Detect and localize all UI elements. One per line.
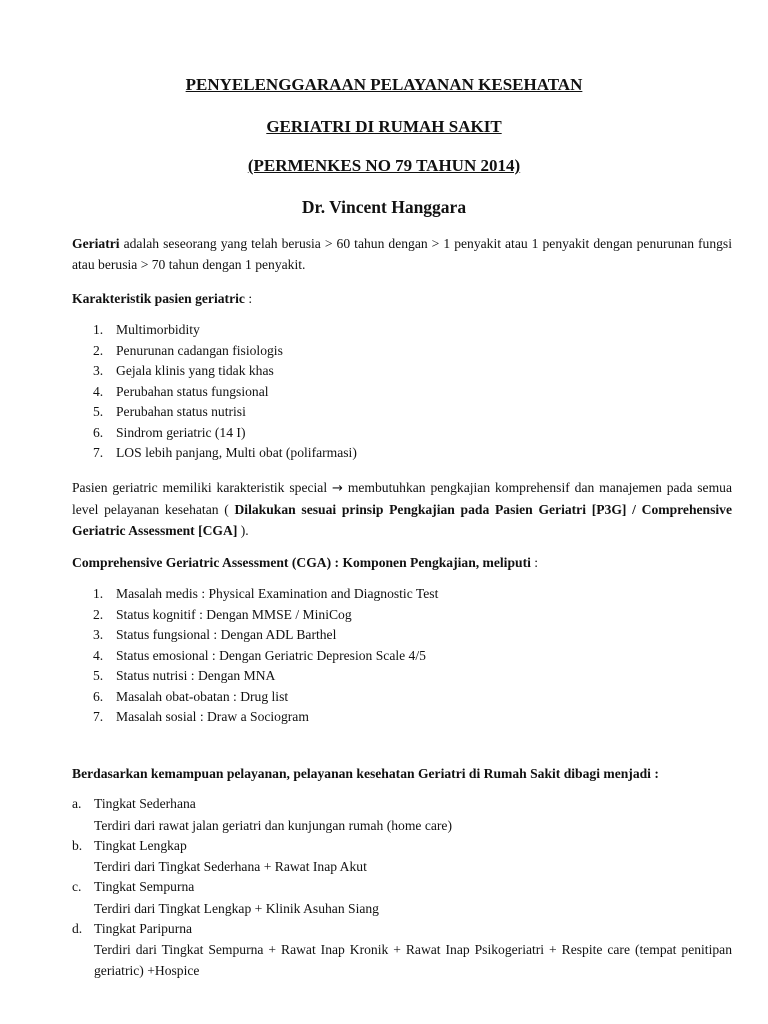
list-number: 1. (93, 322, 104, 337)
level-description: Terdiri dari Tingkat Sempurna + Rawat Inap Kronik + Rawat Inap Psikogeriatri + Respite care (tempat penitipan geriatric) +Hospice (94, 942, 732, 978)
list-text: Masalah sosial : Draw a Sociogram (116, 709, 309, 724)
cga-heading-text: Comprehensive Geriatric Assessment (CGA) : Komponen Pengkajian, meliputi (72, 555, 531, 570)
characteristics-heading-suffix: : (244, 291, 253, 306)
level-description: Terdiri dari Tingkat Lengkap + Klinik Asuhan Siang (94, 900, 379, 916)
list-number: 6. (93, 688, 104, 704)
level-label: Tingkat Sempurna (94, 879, 195, 894)
levels-heading (72, 763, 742, 784)
list-text: Perubahan status nutrisi (116, 404, 246, 419)
level-description: Terdiri dari Tingkat Sederhana + Rawat Inap Akut (94, 859, 367, 874)
list-item (72, 919, 732, 982)
list-text: Status kognitif : Dengan MMSE / MiniCog (116, 606, 352, 622)
level-label: Tingkat Sederhana (94, 796, 196, 811)
list-item (72, 625, 732, 646)
author-name: Dr. Vincent Hanggara (301, 197, 467, 217)
list-item (72, 666, 732, 687)
list-item (72, 361, 732, 382)
level-label: Tingkat Lengkap (94, 837, 187, 853)
list-text: Perubahan status fungsional (116, 383, 269, 399)
list-text: Status fungsional : Dengan ADL Barthel (116, 627, 337, 642)
list-item (72, 707, 732, 728)
list-text: Masalah obat-obatan : Drug list (116, 688, 289, 704)
list-number: 7. (93, 709, 104, 724)
list-item (72, 794, 732, 836)
list-number: 2. (93, 342, 104, 358)
list-text: LOS lebih panjang, Multi obat (polifarmasi) (116, 445, 357, 460)
p3g-bold-text: Dilakukan sesuai prinsip Pengkajian pada Pasien Geriatri [P3G] / Comprehensive Geriatric Assessment [CGA] (72, 502, 732, 538)
characteristics-heading (72, 288, 742, 309)
list-number: 4. (93, 647, 104, 663)
level-label: Tingkat Paripurna (94, 920, 193, 936)
p3g-text-end: ). (237, 523, 249, 538)
level-description: Terdiri dari rawat jalan geriatri dan kunjungan rumah (home care) (94, 817, 452, 833)
list-text: Multimorbidity (116, 322, 200, 337)
p3g-text-before: Pasien geriatric memiliki karakteristik special (72, 480, 333, 495)
cga-heading (72, 552, 742, 573)
list-item (72, 320, 732, 341)
levels-list (72, 794, 732, 981)
title-line-3: (PERMENKES NO 79 TAHUN 2014) (247, 156, 521, 175)
list-number: 4. (93, 383, 104, 399)
list-letter: c. (72, 879, 82, 894)
list-number: 5. (93, 404, 104, 419)
definition-paragraph (72, 233, 732, 275)
list-text: Penurunan cadangan fisiologis (116, 342, 283, 358)
list-text: Gejala klinis yang tidak khas (116, 363, 274, 378)
p3g-text-after: membutuhkan pengkajian komprehensif dan manajemen pada semua level pelayanan kesehatan ( (72, 480, 732, 517)
list-number: 1. (93, 586, 104, 601)
list-text: Status emosional : Dengan Geriatric Depresion Scale 4/5 (116, 647, 426, 663)
cga-heading-suffix: : (530, 555, 539, 570)
right-arrow-icon: → (332, 481, 343, 496)
list-number: 7. (93, 445, 104, 460)
list-item (72, 341, 732, 362)
list-text: Sindrom geriatric (14 I) (116, 424, 246, 440)
list-item (72, 402, 732, 423)
list-item (72, 423, 732, 444)
list-number: 2. (93, 606, 104, 622)
list-text: Status nutrisi : Dengan MNA (116, 668, 276, 683)
list-number: 3. (93, 363, 104, 378)
list-item (72, 443, 732, 464)
title-line-1: PENYELENGGARAAN PELAYANAN KESEHATAN (185, 75, 583, 94)
characteristics-heading-text: Karakteristik pasien geriatric (72, 291, 245, 306)
list-item (72, 687, 732, 708)
list-item (72, 836, 732, 878)
p3g-paragraph (72, 477, 732, 541)
list-letter: a. (72, 796, 82, 811)
list-item (72, 605, 732, 626)
levels-heading-text: Berdasarkan kemampuan pelayanan, pelayanan kesehatan Geriatri di Rumah Sakit dibagi menjadi : (72, 766, 659, 781)
list-item (72, 646, 732, 667)
list-letter: d. (72, 920, 83, 936)
definition-term: Geriatri (72, 236, 120, 251)
list-number: 6. (93, 424, 104, 440)
characteristics-list (72, 320, 732, 464)
list-item (72, 382, 732, 403)
list-text: Masalah medis : Physical Examination and Diagnostic Test (116, 586, 439, 601)
list-item (72, 584, 732, 605)
list-item (72, 877, 732, 919)
list-letter: b. (72, 837, 83, 853)
cga-list (72, 584, 732, 728)
definition-text: adalah seseorang yang telah berusia > 60 tahun dengan > 1 penyakit atau 1 penyakit dengan penurunan fungsi atau berusia > 70 tahun dengan 1 penyakit. (72, 236, 732, 272)
title-line-2: GERIATRI DI RUMAH SAKIT (266, 117, 502, 136)
list-number: 5. (93, 668, 104, 683)
list-number: 3. (93, 627, 104, 642)
